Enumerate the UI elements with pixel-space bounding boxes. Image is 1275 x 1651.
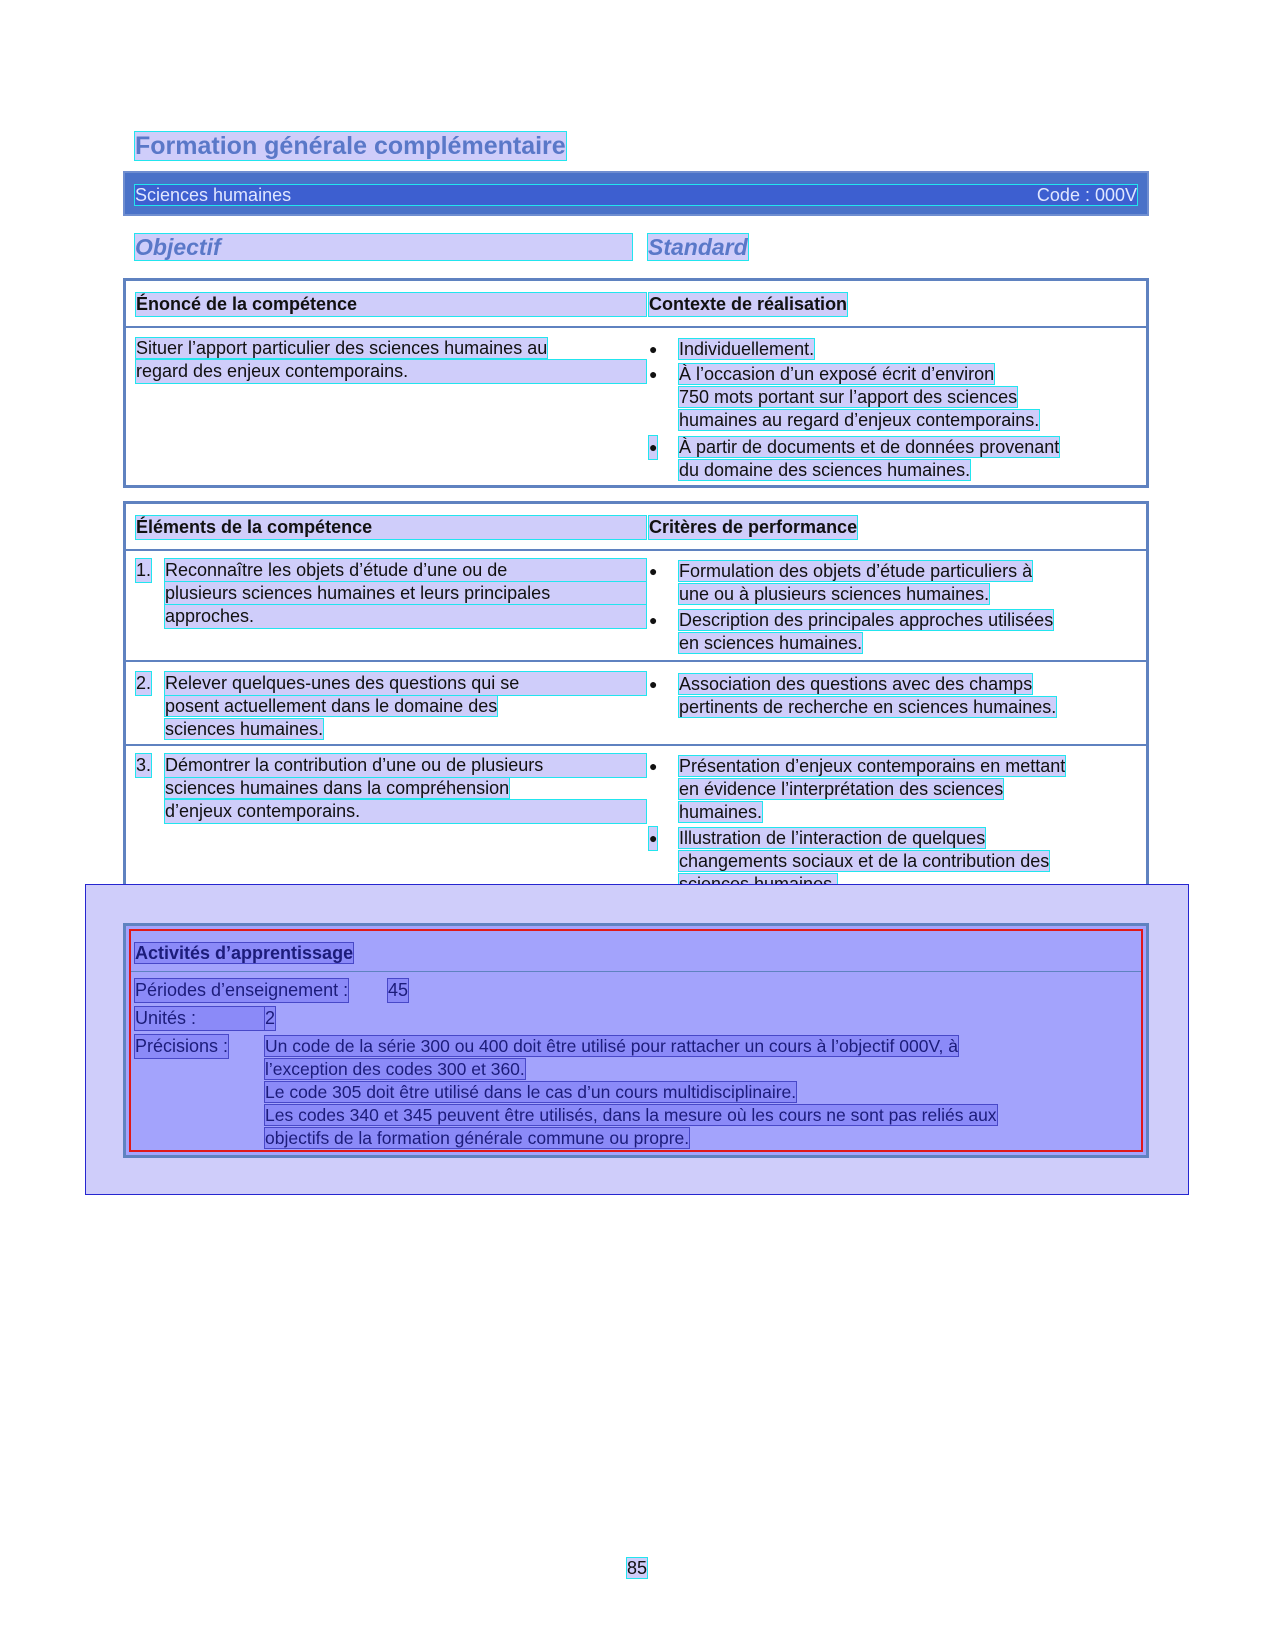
- course-band-text: [135, 185, 1137, 205]
- competence-statement: [136, 337, 646, 383]
- bullet-icon: ●: [649, 341, 658, 357]
- course-code: Code : 000V: [1036, 185, 1137, 205]
- bullet-icon: ●: [649, 758, 658, 774]
- activities-title: Activités d’apprentissage: [135, 943, 354, 963]
- criterion-line: Description des principales approches utilisées: [679, 610, 1054, 630]
- competence-statement-header: Énoncé de la compétence: [136, 293, 646, 316]
- element-line: Relever quelques-unes des questions qui se: [165, 672, 646, 695]
- criterion-item: [679, 560, 1032, 606]
- context-line: humaines au regard d’enjeux contemporains.: [679, 410, 1040, 430]
- element-text: [165, 559, 646, 628]
- context-header: Contexte de réalisation: [649, 294, 848, 314]
- bullet-icon: ●: [649, 366, 658, 382]
- precisions-line: l’exception des codes 300 et 360.: [265, 1059, 525, 1079]
- context-item: [679, 436, 1059, 482]
- context-line: À l’occasion d’un exposé écrit d’environ: [679, 364, 995, 384]
- bullet-icon: ●: [649, 676, 658, 692]
- bullet-icon: ●: [649, 563, 658, 579]
- criterion-line: Illustration de l’interaction de quelques: [679, 828, 986, 848]
- context-line: Individuellement.: [679, 339, 815, 359]
- element-text: [165, 672, 646, 741]
- units-label: Unités :: [135, 1007, 265, 1030]
- element-line: posent actuellement dans le domaine des: [165, 696, 498, 716]
- bullet-icon: ●: [649, 436, 657, 459]
- element-row-2: [126, 662, 1146, 746]
- discipline-name: Sciences humaines: [135, 185, 292, 205]
- element-line: approches.: [165, 605, 646, 628]
- precisions-text: [265, 1035, 997, 1150]
- page-number: 85: [627, 1558, 648, 1578]
- precisions-label: Précisions :: [135, 1036, 229, 1056]
- activities-selection-outline: [129, 929, 1143, 1152]
- element-row-1: [126, 551, 1146, 662]
- element-line: Reconnaître les objets d’étude d’une ou de: [165, 559, 646, 582]
- bullet-icon: ●: [649, 827, 657, 850]
- competence-header-row: [126, 281, 1146, 328]
- periods-label: Périodes d’enseignement :: [135, 980, 349, 1000]
- units-value: 2: [265, 1008, 276, 1028]
- statement-line: regard des enjeux contemporains.: [136, 360, 646, 383]
- criterion-line: en sciences humaines.: [679, 633, 863, 653]
- competence-body-row: [126, 328, 1146, 485]
- criterion-line: en évidence l’interprétation des sciences: [679, 779, 1004, 799]
- course-band: [123, 171, 1149, 216]
- context-line: À partir de documents et de données provenant: [679, 437, 1060, 457]
- element-line: sciences humaines dans la compréhension: [165, 778, 510, 798]
- criterion-item: [679, 673, 1056, 719]
- element-line: Démontrer la contribution d’une ou de plusieurs: [165, 754, 646, 777]
- criterion-line: Association des questions avec des champs: [679, 674, 1033, 694]
- section-standard: Standard: [648, 234, 748, 260]
- activities-divider: [131, 971, 1141, 972]
- context-item: [679, 363, 1039, 432]
- criterion-line: humaines.: [679, 802, 763, 822]
- periods-value: 45: [388, 980, 409, 1000]
- criterion-item: [679, 609, 1053, 655]
- element-text: [165, 754, 646, 823]
- criterion-line: Formulation des objets d’étude particuliers à: [679, 561, 1033, 581]
- section-objectif: Objectif: [135, 234, 632, 260]
- elements-header-row: [126, 504, 1146, 551]
- element-line: plusieurs sciences humaines et leurs principales: [165, 582, 646, 605]
- elements-table: [123, 501, 1149, 907]
- element-row-3: [126, 746, 1146, 904]
- bullet-icon: ●: [649, 612, 658, 628]
- element-number: 1.: [136, 560, 152, 580]
- context-line: du domaine des sciences humaines.: [679, 460, 971, 480]
- activities-box: [123, 923, 1149, 1158]
- element-number: 2.: [136, 673, 152, 693]
- element-line: d’enjeux contemporains.: [165, 800, 646, 823]
- criterion-item: [679, 755, 1065, 824]
- context-line: 750 mots portant sur l’apport des sciences: [679, 387, 1018, 407]
- elements-header: Éléments de la compétence: [136, 516, 646, 539]
- element-line: sciences humaines.: [165, 719, 324, 739]
- criterion-line: pertinents de recherche en sciences humaines.: [679, 697, 1057, 717]
- document-title: Formation générale complémentaire: [135, 132, 566, 160]
- criteria-header: Critères de performance: [649, 517, 858, 537]
- statement-line: Situer l’apport particulier des sciences humaines au: [136, 338, 548, 358]
- competence-table: [123, 278, 1149, 488]
- element-number: 3.: [136, 755, 152, 775]
- criterion-line: Présentation d’enjeux contemporains en mettant: [679, 756, 1066, 776]
- context-item: [679, 338, 814, 361]
- precisions-line: Un code de la série 300 ou 400 doit être utilisé pour rattacher un cours à l’objectif 000V, à: [265, 1036, 958, 1056]
- precisions-line: Le code 305 doit être utilisé dans le cas d’un cours multidisciplinaire.: [265, 1082, 797, 1102]
- precisions-line: Les codes 340 et 345 peuvent être utilisés, dans la mesure où les cours ne sont pas reliés aux: [265, 1105, 997, 1125]
- criterion-line: une ou à plusieurs sciences humaines.: [679, 584, 990, 604]
- precisions-line: objectifs de la formation générale commune ou propre.: [265, 1128, 690, 1148]
- criterion-line: changements sociaux et de la contribution des: [679, 851, 1050, 871]
